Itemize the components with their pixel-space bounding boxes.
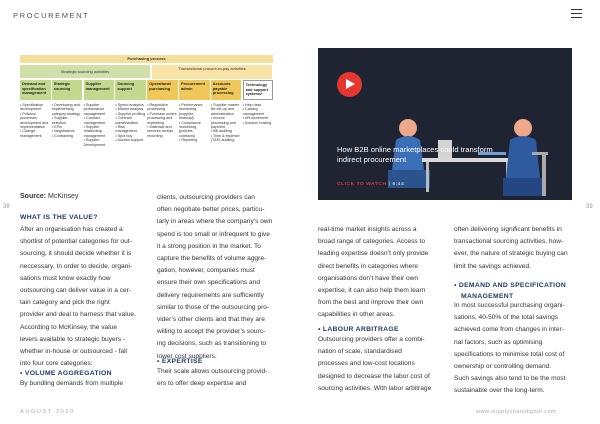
body-line: it a strong position in the market. To xyxy=(157,242,261,250)
body-line: ever, the nature of strategic buying can xyxy=(454,250,568,258)
col4-subheading-2: MANAGEMENT xyxy=(461,293,514,300)
diagram-item: • Specification development xyxy=(20,103,51,112)
video-title: How B2B online marketplaces could transform indirect procurement xyxy=(337,145,493,164)
diagram-item: • Supplier selection xyxy=(52,116,83,125)
video-illustration xyxy=(318,48,572,200)
body-line: ownership or controlling demand. xyxy=(454,363,552,371)
diagram-item: • Invoice processing and payment xyxy=(211,116,242,129)
body-line: nal factors, such as optimising xyxy=(454,338,543,346)
diagram-column-items xyxy=(147,103,178,138)
body-line: neccessary. In order to decide, organi- xyxy=(20,262,133,270)
diagram-item: • Time & expense (T&E) auditing xyxy=(211,134,242,143)
col1-body xyxy=(20,224,160,370)
body-line: similar to those of the outsourcing pro- xyxy=(157,303,270,311)
body-line: processes and low-cost locations xyxy=(318,360,415,368)
diagram-item: • Compliance monitoring (policies, contracts) xyxy=(179,121,210,139)
diagram-item: • Contracting xyxy=(52,134,83,138)
purchasing-process-diagram xyxy=(20,55,285,185)
diagram-item: • Auction support xyxy=(115,138,146,142)
body-line: After an organisation has created a xyxy=(20,226,123,233)
footer-url[interactable]: www.supplychaindigital.com xyxy=(476,409,557,415)
source-note xyxy=(20,193,78,200)
diagram-item: • Help desk xyxy=(243,103,274,107)
diagram-column-header: Accounts payable processing xyxy=(211,80,242,100)
body-line: nation of scale, standardised xyxy=(318,348,402,356)
body-line: levers available to strategic buyers - xyxy=(20,335,126,343)
body-line: Such savings also tend to be the most xyxy=(454,375,566,383)
body-line: ensure their own specifications and xyxy=(157,279,260,287)
play-icon xyxy=(346,79,355,89)
body-line: gation, however, companies must xyxy=(157,267,255,275)
diagram-column-header: Supplier management xyxy=(84,80,115,100)
body-line: sations, 40-50% of the total savings xyxy=(454,314,559,322)
diagram-item: • Bill auditing xyxy=(211,129,242,133)
col1-sub-body xyxy=(20,378,160,390)
body-line: Their scale allows outsourcing provid- xyxy=(157,368,268,375)
diagram-item: • Risk management xyxy=(115,125,146,134)
diagram-column-items xyxy=(84,103,115,147)
diagram-column-items xyxy=(211,103,242,143)
body-line: tain category and pick the right xyxy=(20,299,110,307)
diagram-item: • Solution hosting xyxy=(243,121,274,125)
transactional-activities-bar: Transactional procure-to-pay activities xyxy=(152,65,272,79)
cta-label: CLICK TO WATCH xyxy=(337,182,387,187)
source-name: McKinsey xyxy=(48,193,79,200)
col4-body xyxy=(454,224,594,273)
diagram-column-items xyxy=(20,103,51,138)
diagram-item: • Policies/ processes development and implementation xyxy=(20,112,51,130)
body-line: sourcing activities. With labor arbitrage xyxy=(318,384,432,392)
diagram-item: • Supplier profiling xyxy=(115,112,146,116)
diagram-column-header: Operational purchasing xyxy=(147,80,178,100)
col3-subheading: • LABOUR ARBITRAGE xyxy=(318,326,399,333)
body-line: outsourcing can deliver value in a cer- xyxy=(20,287,132,295)
body-line: limit the savings achieved. xyxy=(454,262,531,270)
diagram-item: • eProcurement xyxy=(243,116,274,120)
diagram-item: • Market analysis xyxy=(115,107,146,111)
diagram-item: • Requisition processing xyxy=(147,103,178,112)
body-line: organisations don’t have their own xyxy=(318,274,419,282)
body-line: spend is too small or infrequent to give xyxy=(157,230,270,238)
col1-heading: WHAT IS THE VALUE? xyxy=(20,214,98,221)
body-line: often delivering significant benefits in xyxy=(454,226,562,233)
diagram-item: • Negotiations xyxy=(52,129,83,133)
body-line: According to McKinsey, the value xyxy=(20,323,117,331)
diagram-item: • Contract management xyxy=(84,116,115,125)
diagram-item: • Spend analytics xyxy=(115,103,146,107)
col1-subheading: • VOLUME AGGREGATION xyxy=(20,370,112,377)
body-line: delivery requirements are sufficiently xyxy=(157,291,264,299)
click-to-watch-link[interactable] xyxy=(337,182,404,187)
diagram-item: • KPIs xyxy=(52,125,83,129)
video-duration: 6:44 xyxy=(392,182,405,187)
diagram-item: • Supplier performance management xyxy=(84,103,115,116)
hamburger-menu-icon[interactable] xyxy=(571,9,582,18)
footer-date: AUGUST 2020 xyxy=(20,409,75,415)
body-line: larly in areas where the company’s own xyxy=(157,218,273,226)
body-line: transactional sourcing activities, how- xyxy=(454,238,564,246)
body-line: vider’s other clients and that they are xyxy=(157,316,265,324)
body-line: broad range of categories. Access to xyxy=(318,238,426,246)
section-label: PROCUREMENT xyxy=(13,11,90,20)
diagram-column-header: Demand and specification management xyxy=(20,80,51,100)
diagram-item: • Purchase orders processing and expediting xyxy=(147,112,178,125)
body-line: capture the benefits of volume aggre- xyxy=(157,255,267,263)
diagram-title: Purchasing process xyxy=(20,55,273,63)
diagram-column-items xyxy=(115,103,146,143)
diagram-column-header: Technology and support systems* xyxy=(243,80,274,100)
body-line: designed to decrease the labor cost of xyxy=(318,372,430,380)
body-line: shortlist of potential categories for out- xyxy=(20,238,132,246)
diagram-item: • Supplier Development xyxy=(84,138,115,147)
diagram-item: • Performance monitoring (supplier, financial) xyxy=(179,103,210,121)
body-line: specifications to minimise total cost of xyxy=(454,350,565,358)
diagram-item: • Change management xyxy=(20,129,51,138)
body-line: achieved come from changes in inter- xyxy=(454,326,564,334)
body-line: By bundling demands from multiple xyxy=(20,380,123,387)
body-line: In most successful purchasing organi- xyxy=(454,302,565,309)
diagram-item: • Spot buy xyxy=(115,134,146,138)
body-line: leading expertise doesn’t only provide xyxy=(318,250,429,258)
diagram-column-items xyxy=(179,103,210,143)
body-line: sustainable over the long-term. xyxy=(454,387,545,395)
col2-body xyxy=(157,192,297,363)
body-line: capabilities in other areas. xyxy=(318,311,395,319)
body-line: provider and deal to harness that value. xyxy=(20,311,136,319)
body-line: whether in-house or outsourced - fall xyxy=(20,348,128,356)
diagram-item: • Reporting xyxy=(179,138,210,142)
body-line: clients, outsourcing providers can xyxy=(157,194,255,201)
diagram-item: • Contract administration xyxy=(115,116,146,125)
col4-sub-body xyxy=(454,300,594,398)
page-number-left: 38 xyxy=(3,204,10,210)
diagram-column-header: Strategic sourcing xyxy=(52,80,83,100)
body-line: from the best and improve their own xyxy=(318,299,424,307)
body-line: direct benefits in categories where xyxy=(318,262,419,270)
page-number-right: 39 xyxy=(586,204,593,210)
col2-subheading: • EXPERTISE xyxy=(157,358,203,365)
diagram-column-items xyxy=(52,103,83,138)
source-label: Source: xyxy=(20,193,47,200)
body-line: willing to accept the provider’s sourc- xyxy=(157,328,266,336)
diagram-item: • Developing and implementing category strategy xyxy=(52,103,83,116)
diagram-column-items xyxy=(243,103,274,125)
diagram-column-header: Sourcing support xyxy=(115,80,146,100)
body-line: into four core categories: xyxy=(20,360,93,368)
col3-sub-body xyxy=(318,334,458,395)
diagram-item: • Materials and services receipt recording xyxy=(147,125,178,138)
body-line: ers to offer deep expertise and xyxy=(157,380,247,388)
col2-sub-body xyxy=(157,366,297,390)
body-line: Outsourcing providers offer a combi- xyxy=(318,336,425,343)
diagram-item: • Catalog management xyxy=(243,107,274,116)
body-line: ing decisions, such as transitioning to xyxy=(157,340,267,348)
body-line: often negotiate better prices, particu- xyxy=(157,206,265,214)
diagram-item: • Supplier relationship management xyxy=(84,125,115,138)
col3-body xyxy=(318,224,458,322)
strategic-activities-bar: Strategic sourcing activities xyxy=(20,65,150,78)
diagram-column-header: Procurement admin xyxy=(179,80,210,100)
body-line: expertise, it can also help them learn xyxy=(318,287,426,295)
body-line: sations must know exactly how xyxy=(20,274,111,282)
body-line: sourcing, it should decide whether it is xyxy=(20,250,132,258)
body-line: lower cost suppliers. xyxy=(157,352,217,360)
cta-separator-icon: | xyxy=(388,182,393,187)
diagram-item: • Supplier master file set-up and administration xyxy=(211,103,242,116)
col4-subheading-1: • DEMAND AND SPECIFICATION xyxy=(454,282,567,289)
body-line: real-time market insights across a xyxy=(318,226,417,233)
video-thumbnail[interactable] xyxy=(318,48,572,200)
